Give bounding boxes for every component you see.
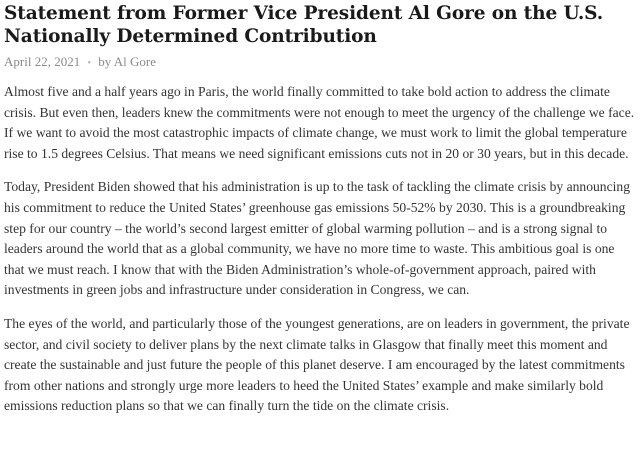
article-title: Statement from Former Vice President Al Gore on the U.S. Nationally Determined Contribution: [4, 3, 604, 47]
paragraph-3: The eyes of the world, and particularly those of the youngest generations, are on leaders in government, the private sector, and civil society to deliver plans by the next climate talks in Glasgow that finally meet this moment and create the sustainable and just future the people of this planet deserve. I am encouraged by the latest commitments from other nations and strongly urge more leaders to heed the United States’ example and make similarly bold emissions reduction plans so that we can finally turn the tide on the climate crisis.: [4, 315, 630, 414]
paragraph-2: Today, President Biden showed that his administration is up to the task of tackling the climate crisis by announcing his commitment to reduce the United States’ greenhouse gas emissions 50-52% by 2030. This is a groundbreaking step for our country – the world’s second largest emitter of global warming pollution – and is a strong signal to leaders around the world that as a global community, we have no more time to waste. This ambitious goal is one that we must reach. I know that with the Biden Administration’s whole-of-government approach, paired with investments in green jobs and infrastructure under consideration in Congress, we can.: [4, 179, 631, 298]
article-date: April 22, 2021: [4, 54, 81, 69]
article-byline: [4, 52, 636, 72]
article: [4, 0, 636, 417]
article-author: by Al Gore: [98, 54, 156, 69]
paragraph-1: Almost five and a half years ago in Paris, the world finally committed to take bold action to address the climate crisis. But even then, leaders knew the commitments were not enough to meet the urgency of the challenge we face. If we want to avoid the most catastrophic impacts of climate change, we must work to limit the global temperature rise to 1.5 degrees Celsius. That means we need significant emissions cuts not in 20 or 30 years, but in this decade.: [4, 84, 635, 161]
byline-separator: •: [87, 58, 91, 69]
